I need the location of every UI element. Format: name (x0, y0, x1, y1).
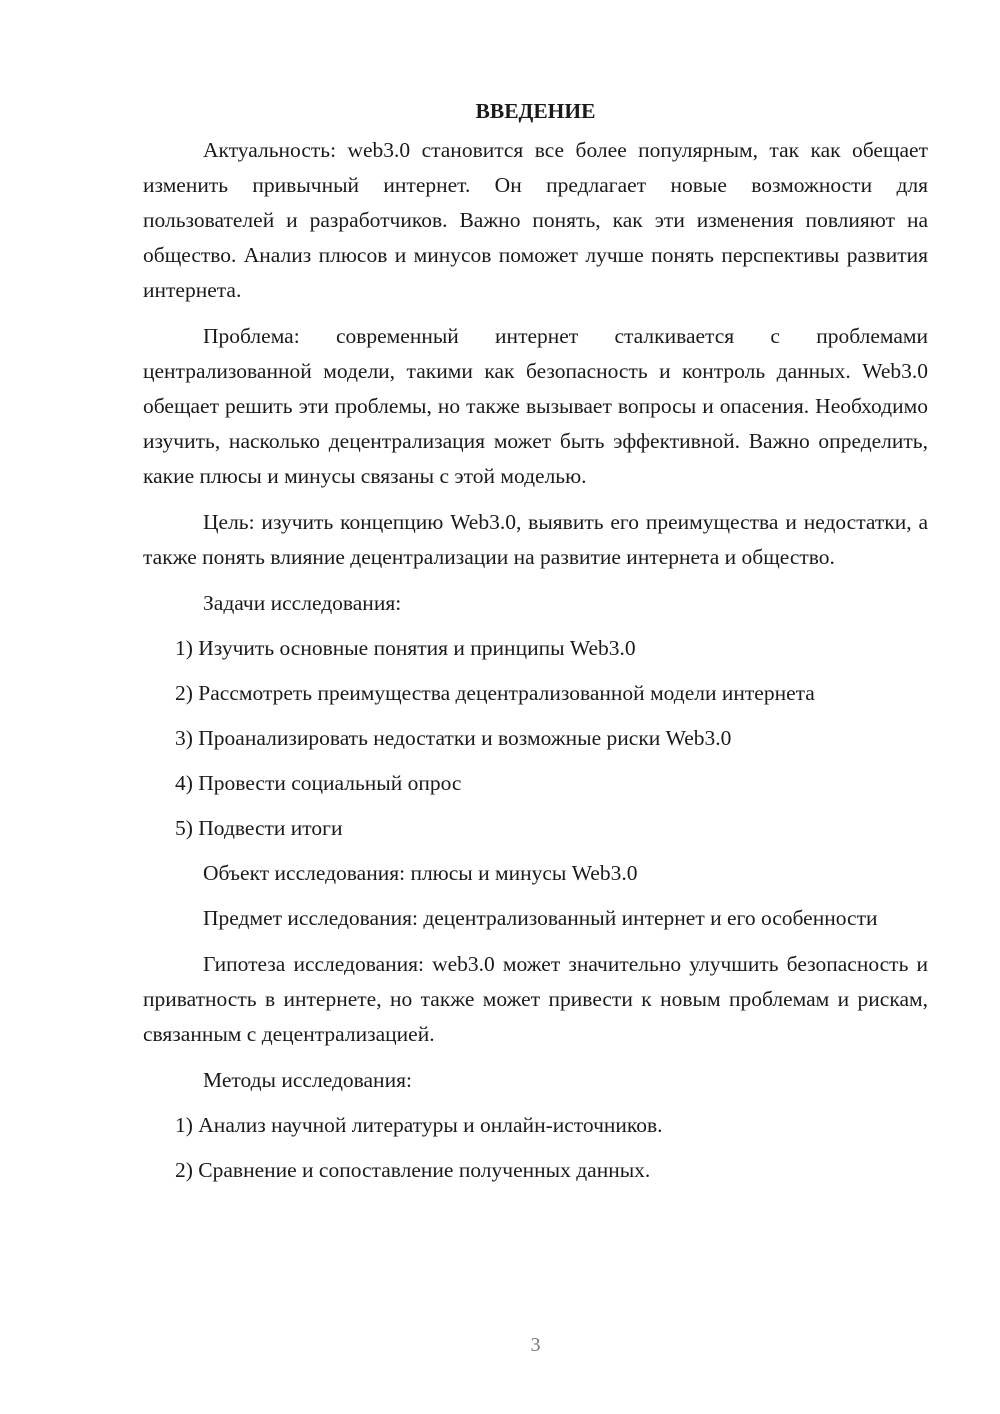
tasks-label: Задачи исследования: (203, 591, 402, 615)
list-item: 2) Рассмотреть преимущества децентрализованной модели интернета (175, 681, 815, 705)
research-object: Объект исследования: плюсы и минусы Web3.0 (203, 861, 638, 885)
list-item: 3) Проанализировать недостатки и возможные риски Web3.0 (175, 726, 732, 750)
problem-paragraph: Проблема: современный интернет сталкивается с проблемами централизованной модели, такими как безопасность и контроль данных. Web3.0 обещает решить эти проблемы, но также вызывает вопросы и опасения. Необходимо изучить, насколько децентрализация может быть эффективной. Важно определить, какие плюсы и минусы связаны с этой моделью. (143, 324, 928, 488)
research-hypothesis: Гипотеза исследования: web3.0 может значительно улучшить безопасность и приватность в интернете, но также может привести к новым проблемам и рискам, связанным с децентрализацией. (143, 952, 928, 1046)
relevance-paragraph: Актуальность: web3.0 становится все более популярным, так как обещает изменить привычный интернет. Он предлагает новые возможности для пользователей и разработчиков. Важно понять, как эти изменения повлияют на общество. Анализ плюсов и минусов поможет лучше понять перспективы развития интернета. (143, 138, 928, 302)
research-subject: Предмет исследования: децентрализованный интернет и его особенности (203, 906, 878, 930)
section-heading: ВВЕДЕНИЕ (475, 99, 596, 123)
document-page (143, 96, 928, 1198)
list-item: 1) Анализ научной литературы и онлайн-источников. (175, 1113, 663, 1137)
list-item: 1) Изучить основные понятия и принципы Web3.0 (175, 636, 636, 660)
methods-label: Методы исследования: (203, 1068, 412, 1092)
methods-list (143, 1108, 928, 1188)
goal-paragraph: Цель: изучить концепцию Web3.0, выявить его преимущества и недостатки, а также понять влияние децентрализации на развитие интернета и общество. (143, 510, 928, 569)
page-number: 3 (530, 1334, 541, 1356)
list-item: 5) Подвести итоги (175, 816, 343, 840)
tasks-list (143, 631, 928, 846)
list-item: 4) Провести социальный опрос (175, 771, 462, 795)
list-item: 2) Сравнение и сопоставление полученных данных. (175, 1158, 651, 1182)
